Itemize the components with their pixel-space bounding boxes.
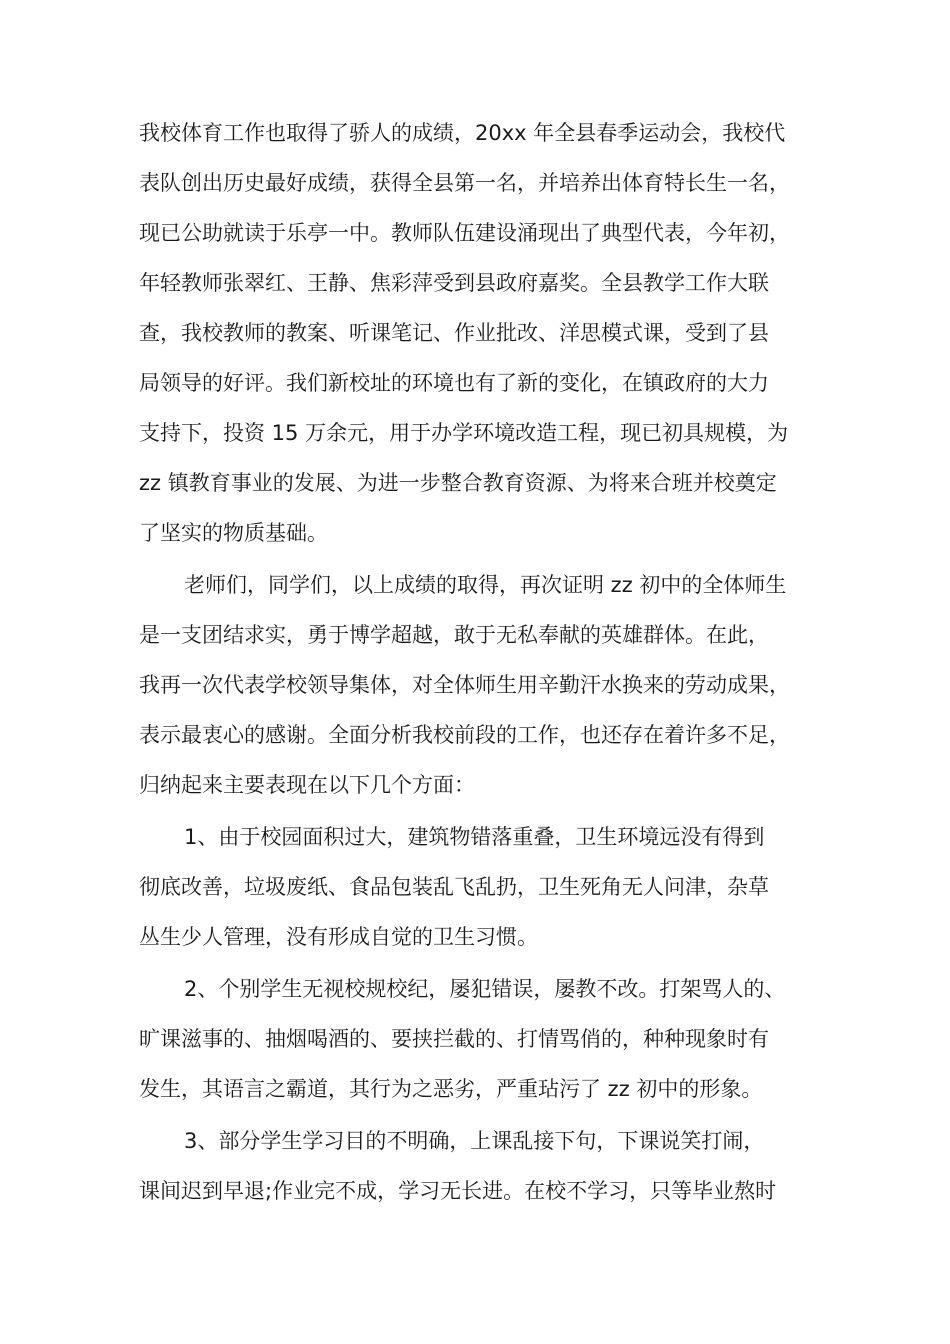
text-line: 了坚实的物质基础。 <box>139 521 328 545</box>
text-line: 我再一次代表学校领导集体，对全体师生用辛勤汗水换来的劳动成果， <box>139 673 790 697</box>
text-line: 丛生少人管理，没有形成自觉的卫生习惯。 <box>139 925 538 949</box>
text-line: 年轻教师张翠红、王静、焦彩萍受到县政府嘉奖。全县教学工作大联 <box>139 271 769 295</box>
text-line: 表队创出历史最好成绩，获得全县第一名，并培养出体育特长生一名， <box>139 171 790 195</box>
list-item-2-first-line: 2、个别学生无视校规校纪，屡犯错误，屡教不改。打架骂人的、 <box>184 977 786 1001</box>
text-line: 彻底改善，垃圾废纸、食品包装乱飞乱扔，卫生死角无人问津，杂草 <box>139 875 769 899</box>
text-line: 课间迟到早退;作业完不成，学习无长进。在校不学习，只等毕业熬时 <box>139 1179 777 1203</box>
text-line: 归纳起来主要表现在以下几个方面： <box>139 773 475 797</box>
paragraph-first-line: 老师们，同学们，以上成绩的取得，再次证明 zz 初中的全体师生 <box>184 573 787 597</box>
text-line: 表示最衷心的感谢。全面分析我校前段的工作，也还存在着许多不足， <box>139 723 790 747</box>
text-line: 发生，其语言之霸道，其行为之恶劣，严重玷污了 zz 初中的形象。 <box>139 1077 763 1101</box>
text-line: 局领导的好评。我们新校址的环境也有了新的变化，在镇政府的大力 <box>139 371 769 395</box>
text-line: 现已公助就读于乐亭一中。教师队伍建设涌现出了典型代表，今年初， <box>139 221 790 245</box>
text-line: 支持下，投资 15 万余元，用于办学环境改造工程，现已初具规模，为 <box>139 421 789 445</box>
text-line: 我校体育工作也取得了骄人的成绩，20xx 年全县春季运动会，我校代 <box>139 121 786 145</box>
text-line: 旷课滋事的、抽烟喝酒的、要挟拦截的、打情骂俏的，种种现象时有 <box>139 1027 769 1051</box>
list-item-1-first-line: 1、由于校园面积过大，建筑物错落重叠，卫生环境远没有得到 <box>184 825 765 849</box>
text-line: 是一支团结求实，勇于博学超越，敢于无私奉献的英雄群体。在此， <box>139 623 769 647</box>
list-item-3-first-line: 3、部分学生学习目的不明确，上课乱接下句，下课说笑打闹， <box>184 1129 765 1153</box>
text-line: zz 镇教育事业的发展、为进一步整合教育资源、为将来合班并校奠定 <box>139 471 777 495</box>
text-line: 查，我校教师的教案、听课笔记、作业批改、洋思模式课，受到了县 <box>139 321 769 345</box>
